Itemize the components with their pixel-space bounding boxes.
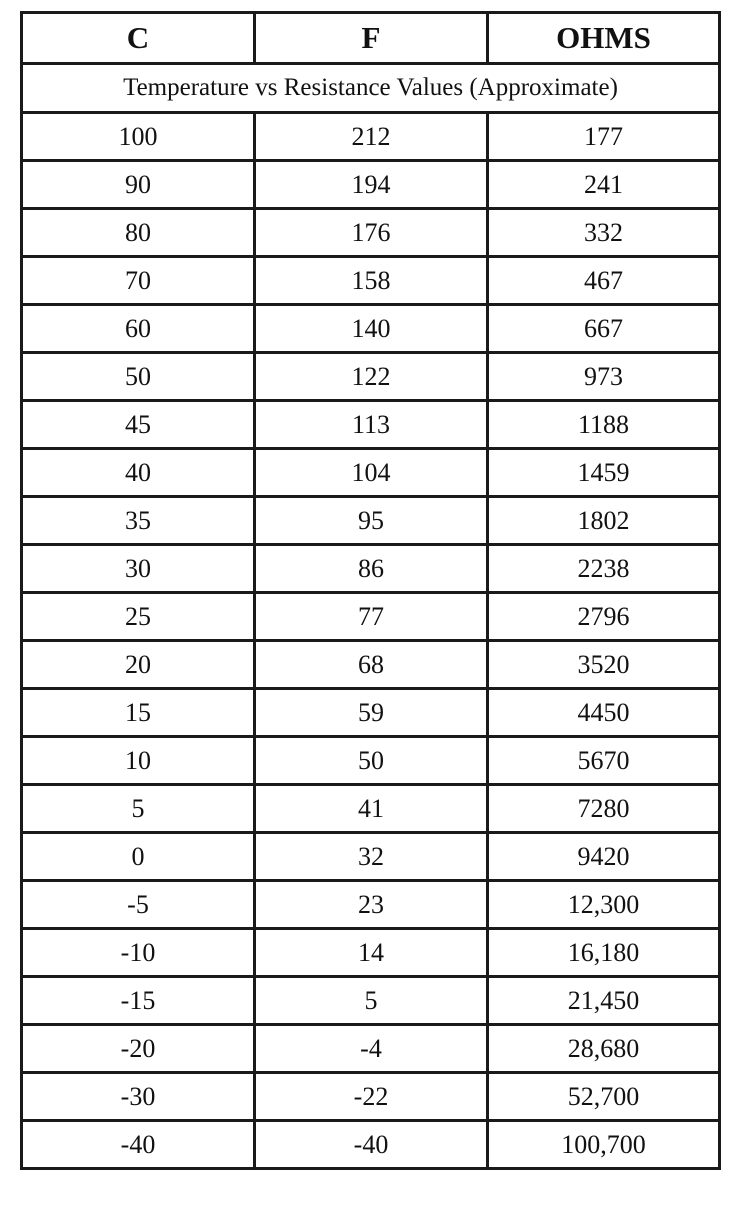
cell-ohms: 1459: [488, 449, 720, 497]
cell-celsius: -15: [22, 977, 255, 1025]
cell-celsius: 10: [22, 737, 255, 785]
cell-celsius: -5: [22, 881, 255, 929]
table-row: [22, 113, 720, 161]
cell-ohms: 7280: [488, 785, 720, 833]
cell-ohms: 4450: [488, 689, 720, 737]
table-row: [22, 1073, 720, 1121]
cell-ohms: 332: [488, 209, 720, 257]
cell-ohms: 2796: [488, 593, 720, 641]
cell-fahrenheit: 113: [255, 401, 488, 449]
cell-fahrenheit: -22: [255, 1073, 488, 1121]
table-row: [22, 833, 720, 881]
cell-fahrenheit: 41: [255, 785, 488, 833]
cell-fahrenheit: 32: [255, 833, 488, 881]
table-body: [22, 64, 720, 1169]
table-row: [22, 929, 720, 977]
cell-ohms: 52,700: [488, 1073, 720, 1121]
cell-ohms: 12,300: [488, 881, 720, 929]
cell-celsius: 45: [22, 401, 255, 449]
cell-celsius: 15: [22, 689, 255, 737]
cell-ohms: 21,450: [488, 977, 720, 1025]
cell-celsius: -20: [22, 1025, 255, 1073]
cell-fahrenheit: 68: [255, 641, 488, 689]
table-row: [22, 257, 720, 305]
cell-ohms: 5670: [488, 737, 720, 785]
header-row: [22, 13, 720, 64]
cell-celsius: 20: [22, 641, 255, 689]
cell-ohms: 2238: [488, 545, 720, 593]
table-row: [22, 593, 720, 641]
table-row: [22, 497, 720, 545]
temperature-resistance-table: [20, 11, 721, 1170]
table-row: [22, 353, 720, 401]
table-caption: Temperature vs Resistance Values (Approximate): [22, 64, 720, 113]
cell-celsius: 80: [22, 209, 255, 257]
cell-fahrenheit: 104: [255, 449, 488, 497]
cell-fahrenheit: 122: [255, 353, 488, 401]
table-row: [22, 881, 720, 929]
table-row: [22, 785, 720, 833]
cell-celsius: 50: [22, 353, 255, 401]
column-header-celsius: C: [22, 13, 255, 64]
table-row: [22, 641, 720, 689]
cell-ohms: 467: [488, 257, 720, 305]
table-row: [22, 305, 720, 353]
caption-row: [22, 64, 720, 113]
cell-fahrenheit: 77: [255, 593, 488, 641]
cell-ohms: 28,680: [488, 1025, 720, 1073]
cell-celsius: -30: [22, 1073, 255, 1121]
cell-fahrenheit: 140: [255, 305, 488, 353]
cell-ohms: 667: [488, 305, 720, 353]
column-header-fahrenheit: F: [255, 13, 488, 64]
cell-fahrenheit: 50: [255, 737, 488, 785]
cell-fahrenheit: 176: [255, 209, 488, 257]
cell-fahrenheit: 5: [255, 977, 488, 1025]
table-row: [22, 449, 720, 497]
table-row: [22, 161, 720, 209]
cell-fahrenheit: 212: [255, 113, 488, 161]
cell-ohms: 241: [488, 161, 720, 209]
cell-fahrenheit: 86: [255, 545, 488, 593]
cell-ohms: 16,180: [488, 929, 720, 977]
cell-fahrenheit: 95: [255, 497, 488, 545]
cell-celsius: 60: [22, 305, 255, 353]
table-row: [22, 1025, 720, 1073]
cell-celsius: 30: [22, 545, 255, 593]
table-row: [22, 1121, 720, 1169]
cell-celsius: 25: [22, 593, 255, 641]
cell-ohms: 973: [488, 353, 720, 401]
cell-ohms: 100,700: [488, 1121, 720, 1169]
cell-ohms: 9420: [488, 833, 720, 881]
table-row: [22, 737, 720, 785]
cell-ohms: 1802: [488, 497, 720, 545]
cell-celsius: 0: [22, 833, 255, 881]
cell-celsius: 70: [22, 257, 255, 305]
cell-fahrenheit: 14: [255, 929, 488, 977]
cell-fahrenheit: 158: [255, 257, 488, 305]
cell-fahrenheit: 23: [255, 881, 488, 929]
cell-ohms: 177: [488, 113, 720, 161]
cell-fahrenheit: -40: [255, 1121, 488, 1169]
column-header-ohms: OHMS: [488, 13, 720, 64]
cell-celsius: 90: [22, 161, 255, 209]
table-row: [22, 689, 720, 737]
cell-celsius: 35: [22, 497, 255, 545]
cell-fahrenheit: 194: [255, 161, 488, 209]
table-header: [22, 13, 720, 64]
table-row: [22, 209, 720, 257]
cell-ohms: 3520: [488, 641, 720, 689]
cell-celsius: 100: [22, 113, 255, 161]
cell-celsius: 40: [22, 449, 255, 497]
cell-fahrenheit: -4: [255, 1025, 488, 1073]
cell-celsius: 5: [22, 785, 255, 833]
cell-fahrenheit: 59: [255, 689, 488, 737]
table-row: [22, 977, 720, 1025]
cell-celsius: -10: [22, 929, 255, 977]
cell-celsius: -40: [22, 1121, 255, 1169]
table-row: [22, 545, 720, 593]
cell-ohms: 1188: [488, 401, 720, 449]
table-row: [22, 401, 720, 449]
